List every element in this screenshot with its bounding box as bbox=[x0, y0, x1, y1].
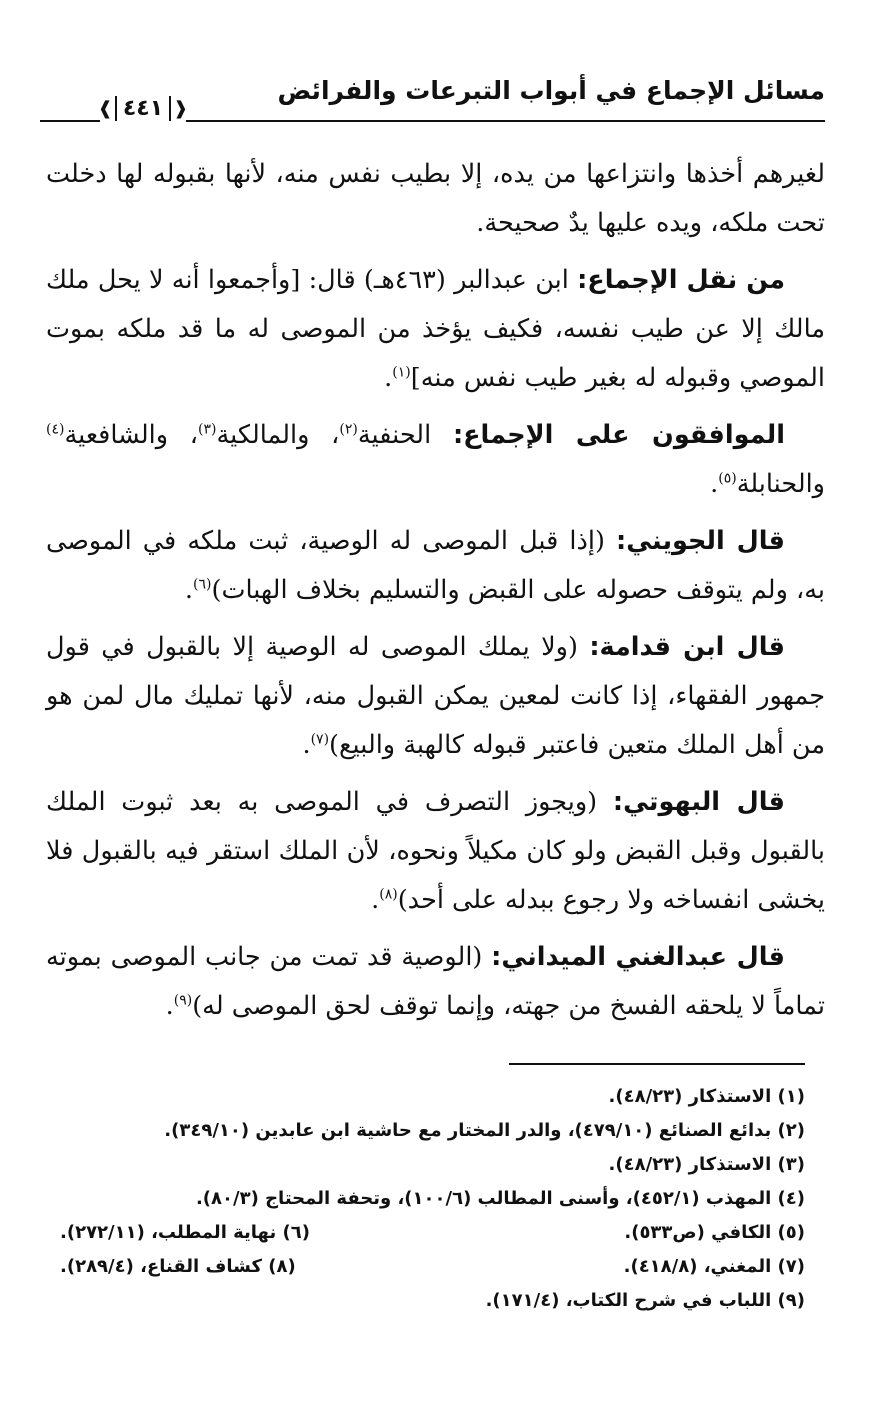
footnote-ref: (٩) bbox=[173, 992, 193, 1009]
paragraph: من نقل الإجماع: ابن عبدالبر (٤٦٣هـ) قال: [وأجمعوا أنه لا يحل ملك مالك إلا عن طيب نفسه، فكيف يؤخذ من الموصى له ما قد ملكه بموت الموصي وقبوله له بغير طيب نفس منه]$^{(١)}$. bbox=[46, 265, 825, 393]
footnote-pair bbox=[60, 1216, 805, 1250]
page-number-frame bbox=[97, 88, 189, 128]
footnote: (٢) بدائع الصنائع (٤٧٩/١٠)، والدر المختار مع حاشية ابن عابدين (٣٤٩/١٠). bbox=[164, 1120, 805, 1141]
footnote: (٦) نهاية المطلب، (٢٧٢/١١). bbox=[60, 1222, 310, 1243]
paragraph: قال البهوتي: (ويجوز التصرف في الموصى به بعد ثبوت الملك بالقبول وقبل القبض ولو كان مكيلاً ونحوه، لأن الملك استقر فيه بالقبول فلا يخشى انفساخه ولا رجوع ببدله على أحد)$^{(٨)}$. bbox=[46, 787, 825, 915]
footnote-ref: (٣) bbox=[198, 421, 217, 438]
footnote-pair bbox=[60, 1250, 805, 1284]
paragraph: الموافقون على الإجماع: الحنفية$^{(٢)}$، والمالكية$^{(٣)}$، والشافعية$^{(٤)}$ والحنابلة$^{(٥)}$. bbox=[46, 420, 825, 499]
footnote-ref: (٥) bbox=[718, 470, 737, 487]
footnote-ref: (١) bbox=[392, 364, 411, 381]
section-label: قال عبدالغني الميداني: bbox=[491, 942, 785, 972]
footnote-ref: (٨) bbox=[379, 886, 398, 903]
footnote-ref: (٢) bbox=[339, 421, 358, 438]
paragraph: قال عبدالغني الميداني: (الوصية قد تمت من جانب الموصى بموته تماماً لا يلحقه الفسخ من جهته، وإنما توقف لحق الموصى له)$^{(٩)}$. bbox=[46, 942, 825, 1021]
footnote: (١) الاستذكار (٤٨/٢٣). bbox=[608, 1086, 805, 1107]
paragraph: قال الجويني: (إذا قبل الموصى له الوصية، ثبت ملكه في الموصى به، ولم يتوقف حصوله على القبض والتسليم بخلاف الهبات)$^{(٦)}$. bbox=[46, 526, 825, 605]
page-header bbox=[40, 70, 825, 126]
footnote: (٨) كشاف القناع، (٢٨٩/٤). bbox=[60, 1256, 296, 1277]
footnote-rule bbox=[509, 1063, 805, 1065]
running-title: مسائل الإجماع في أبواب التبرعات والفرائض bbox=[277, 76, 825, 105]
ornament-icon: ❱ bbox=[97, 97, 113, 119]
footnote: (٣) الاستذكار (٤٨/٢٣). bbox=[608, 1154, 805, 1175]
footnote-ref: (٧) bbox=[310, 731, 330, 748]
section-label: قال ابن قدامة: bbox=[589, 632, 785, 662]
section-label: قال الجويني: bbox=[616, 526, 786, 556]
footnotes bbox=[60, 1080, 805, 1318]
footnote-ref: (٤) bbox=[46, 421, 65, 438]
ornament-icon: ❰ bbox=[173, 97, 189, 119]
page-number: ٤٤١ bbox=[115, 96, 171, 121]
footnote: (٩) اللباب في شرح الكتاب، (١٧١/٤). bbox=[485, 1290, 805, 1311]
section-label: قال البهوتي: bbox=[612, 787, 785, 817]
footnote: (٧) المغني، (٤١٨/٨). bbox=[623, 1256, 805, 1277]
paragraph: قال ابن قدامة: (ولا يملك الموصى له الوصية إلا بالقبول في قول جمهور الفقهاء، إذا كانت لمعين يمكن القبول منه، لأنها تمليك مال لمن هو من أهل الملك متعين فاعتبر قبوله كالهبة والبيع)$^{(٧)}$. bbox=[46, 632, 825, 760]
main-text bbox=[46, 150, 825, 1039]
footnote: (٥) الكافي (ص٥٣٣). bbox=[624, 1222, 805, 1243]
section-label: من نقل الإجماع: bbox=[577, 265, 785, 295]
section-label: الموافقون على الإجماع: bbox=[452, 420, 785, 450]
paragraph: لغيرهم أخذها وانتزاعها من يده، إلا بطيب نفس منه، لأنها بقبوله لها دخلت تحت ملكه، ويده عليها يدٌ صحيحة. bbox=[46, 159, 825, 238]
footnote: (٤) المهذب (٤٥٢/١)، وأسنى المطالب (١٠٠/٦)، وتحفة المحتاج (٨٠/٣). bbox=[195, 1188, 805, 1209]
footnote-ref: (٦) bbox=[193, 576, 212, 593]
